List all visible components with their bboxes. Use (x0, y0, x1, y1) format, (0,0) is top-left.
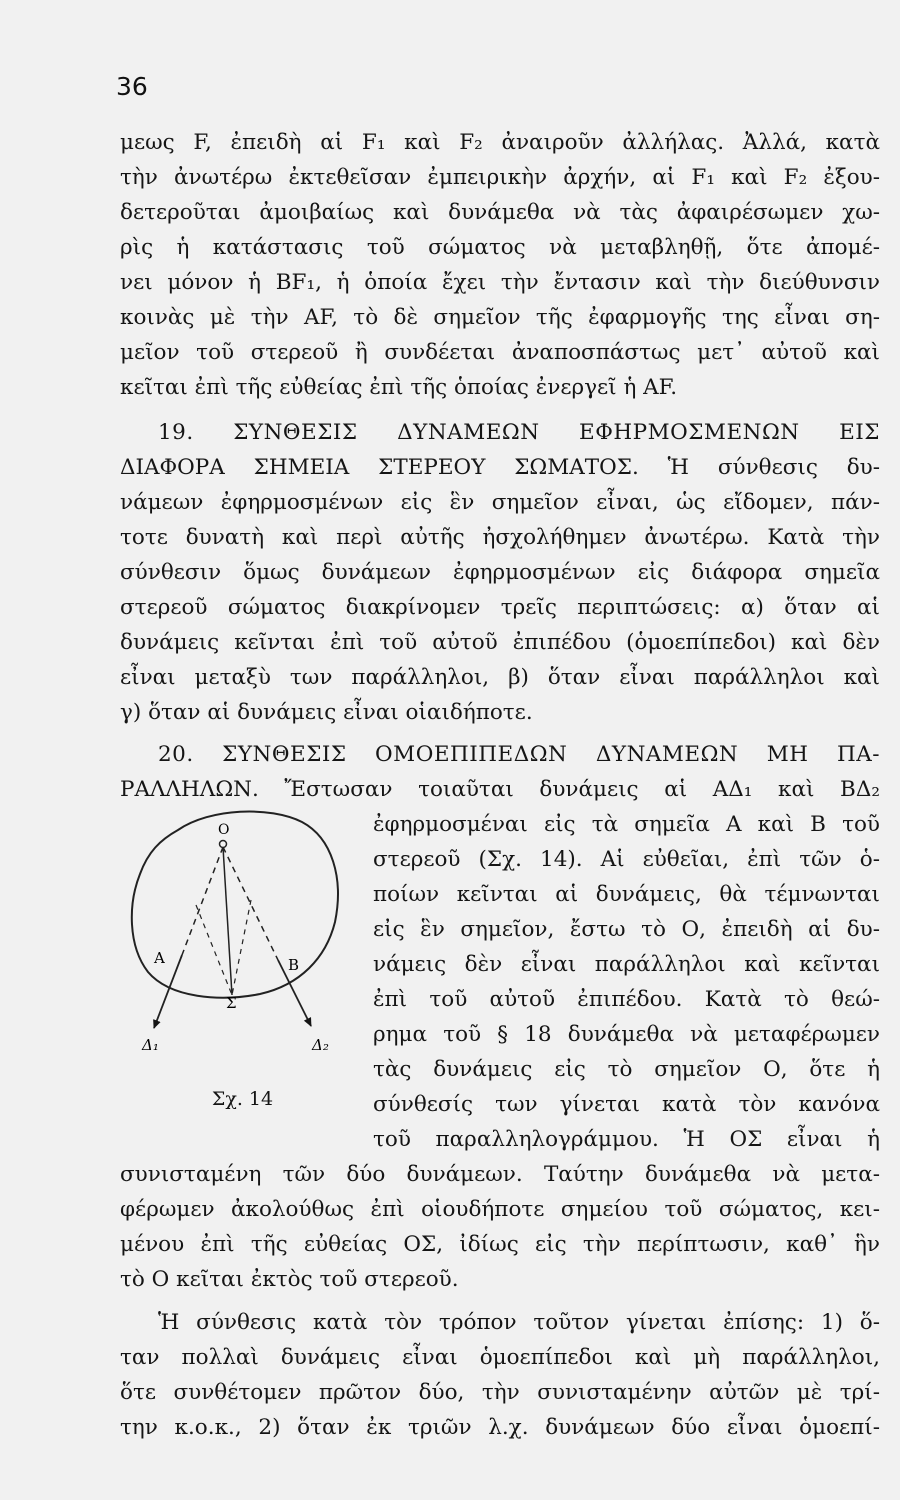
text-line: κοινὰς μὲ τὴν AF, τὸ δὲ σημεῖον τῆς ἐφαρμογῆς της εἶναι ση- (120, 305, 880, 330)
section-heading-19: 19. ΣΥΝΘΕΣΙΣ ΔΥΝΑΜΕΩΝ ΕΦΗΡΜΟΣΜΕΝΩΝ ΕΙΣ (158, 420, 880, 445)
text-line: ποίων κεῖνται αἱ δυνάμεις, θὰ τέμνωνται (373, 882, 880, 907)
text-line: μεῖον τοῦ στερεοῦ ἢ συνδέεται ἀναποσπάστως μετ᾽ αὐτοῦ καὶ (120, 340, 880, 365)
text-line: την κ.ο.κ., 2) ὅταν ἐκ τριῶν λ.χ. δυνάμεων δύο εἶναι ὁμοεπί- (120, 1415, 880, 1440)
point-o (220, 841, 227, 848)
parallelogram-edge (232, 900, 251, 995)
figure-14 (120, 800, 365, 1110)
figure-caption: Σχ. 14 (211, 1088, 274, 1110)
text-line: νάμεων ἐφηρμοσμένων εἰς ἓν σημεῖον εἶναι, ὡς εἴδομεν, πάν- (120, 490, 880, 515)
text-line: μεως F, ἐπειδὴ αἱ F₁ καὶ F₂ ἀναιροῦν ἀλλήλας. Ἀλλά, κατὰ (120, 130, 880, 155)
label-a: A (154, 949, 165, 967)
text-line: μένου ἐπὶ τῆς εὐθείας ΟΣ, ἰδίως εἰς τὴν περίπτωσιν, καθ᾽ ἣν (120, 1232, 880, 1257)
text-line: νάμεις δὲν εἶναι παράλληλοι καὶ κεῖνται (373, 952, 880, 977)
text-line: τοῦ παραλληλογράμμου. Ἡ ΟΣ εἶναι ἡ (373, 1127, 880, 1152)
text-line: στερεοῦ σώματος διακρίνομεν τρεῖς περιπτώσεις: α) ὅταν αἱ (120, 595, 880, 620)
text-line: συνισταμένη τῶν δύο δυνάμεων. Ταύτην δυνάμεθα νὰ μετα- (120, 1162, 880, 1187)
page-number: 36 (116, 72, 148, 101)
label-o: O (218, 822, 230, 838)
line-oa (182, 847, 223, 955)
label-d2: Δ₂ (312, 1036, 329, 1054)
text-line: τὸ Ο κεῖται ἐκτὸς τοῦ στερεοῦ. (120, 1267, 459, 1292)
text-line: νει μόνον ἡ BF₁, ἡ ὁποία ἔχει τὴν ἔντασιν καὶ τὴν διεύθυνσιν (120, 270, 880, 295)
text-line: σύνθεσιν ὅμως δυνάμεων ἐφηρμοσμένων εἰς διάφορα σημεῖα (120, 560, 880, 585)
text-line: δυνάμεις κεῖνται ἐπὶ τοῦ αὐτοῦ ἐπιπέδου (ὁμοεπίπεδοι) καὶ δὲν (120, 630, 880, 655)
text-line: ἐφηρμοσμέναι εἰς τὰ σημεῖα Α καὶ Β τοῦ (373, 812, 880, 837)
text-line: φέρωμεν ἀκολούθως ἐπὶ οἱουδήποτε σημείου τοῦ σώματος, κει- (120, 1197, 880, 1222)
text-line: εἰς ἓν σημεῖον, ἔστω τὸ Ο, ἐπειδὴ αἱ δυ- (373, 917, 880, 942)
label-b: B (288, 956, 300, 974)
text-line: ρὶς ἡ κατάστασις τοῦ σώματος νὰ μεταβληθῇ, ὅτε ἀπομέ- (120, 235, 880, 260)
text-line: ΡΑΛΛΗΛΩΝ. Ἔστωσαν τοιαῦται δυνάμεις αἱ ΑΔ₁ καὶ ΒΔ₂ (120, 777, 880, 802)
text-line: δετεροῦται ἀμοιβαίως καὶ δυνάμεθα νὰ τὰς ἀφαιρέσωμεν χω- (120, 200, 880, 225)
text-line: Ἡ σύνθεσις κατὰ τὸν τρόπον τοῦτον γίνεται ἐπίσης: 1) ὅ- (158, 1310, 880, 1335)
text-line: ὅτε συνθέτομεν πρῶτον δύο, τὴν συνισταμένην αὐτῶν μὲ τρί- (120, 1380, 880, 1405)
text-line: σύνθεσίς των γίνεται κατὰ τὸν κανόνα (373, 1092, 880, 1117)
text-line: τὰς δυνάμεις εἰς τὸ σημεῖον Ο, ὅτε ἡ (373, 1057, 880, 1082)
text-line: γ) ὅταν αἱ δυνάμεις εἶναι οἱαιδήποτε. (120, 700, 533, 725)
text-line: ΔΙΑΦΟΡΑ ΣΗΜΕΙΑ ΣΤΕΡΕΟΥ ΣΩΜΑΤΟΣ. Ἡ σύνθεσις δυ- (120, 455, 880, 480)
text-line: εἶναι μεταξὺ των παράλληλοι, β) ὅταν εἶναι παράλληλοι καὶ (120, 665, 880, 690)
text-line: τοτε δυνατὴ καὶ περὶ αὐτῆς ἠσχολήθημεν ἀνωτέρω. Κατὰ τὴν (120, 525, 880, 550)
force-composition-diagram (120, 800, 365, 1070)
text-line: ταν πολλαὶ δυνάμεις εἶναι ὁμοεπίπεδοι καὶ μὴ παράλληλοι, (120, 1345, 880, 1370)
line-os (223, 847, 232, 995)
section-heading-20: 20. ΣΥΝΘΕΣΙΣ ΟΜΟΕΠΙΠΕΔΩΝ ΔΥΝΑΜΕΩΝ ΜΗ ΠΑ- (158, 742, 880, 767)
text-line: τὴν ἀνωτέρω ἐκτεθεῖσαν ἐμπειρικὴν ἀρχήν, αἱ F₁ καὶ F₂ ἐξου- (120, 165, 880, 190)
text-line: στερεοῦ (Σχ. 14). Αἱ εὐθεῖαι, ἐπὶ τῶν ὁ- (373, 847, 880, 872)
rigid-body-outline (132, 812, 338, 998)
text-line: κεῖται ἐπὶ τῆς εὐθείας ἐπὶ τῆς ὁποίας ἐνεργεῖ ἡ AF. (120, 375, 678, 400)
label-d1: Δ₁ (142, 1036, 159, 1054)
text-line: ἐπὶ τοῦ αὐτοῦ ἐπιπέδου. Κατὰ τὸ θεώ- (373, 987, 880, 1012)
text-line: ρημα τοῦ § 18 δυνάμεθα νὰ μεταφέρωμεν (373, 1022, 880, 1047)
label-s: Σ (226, 994, 237, 1012)
